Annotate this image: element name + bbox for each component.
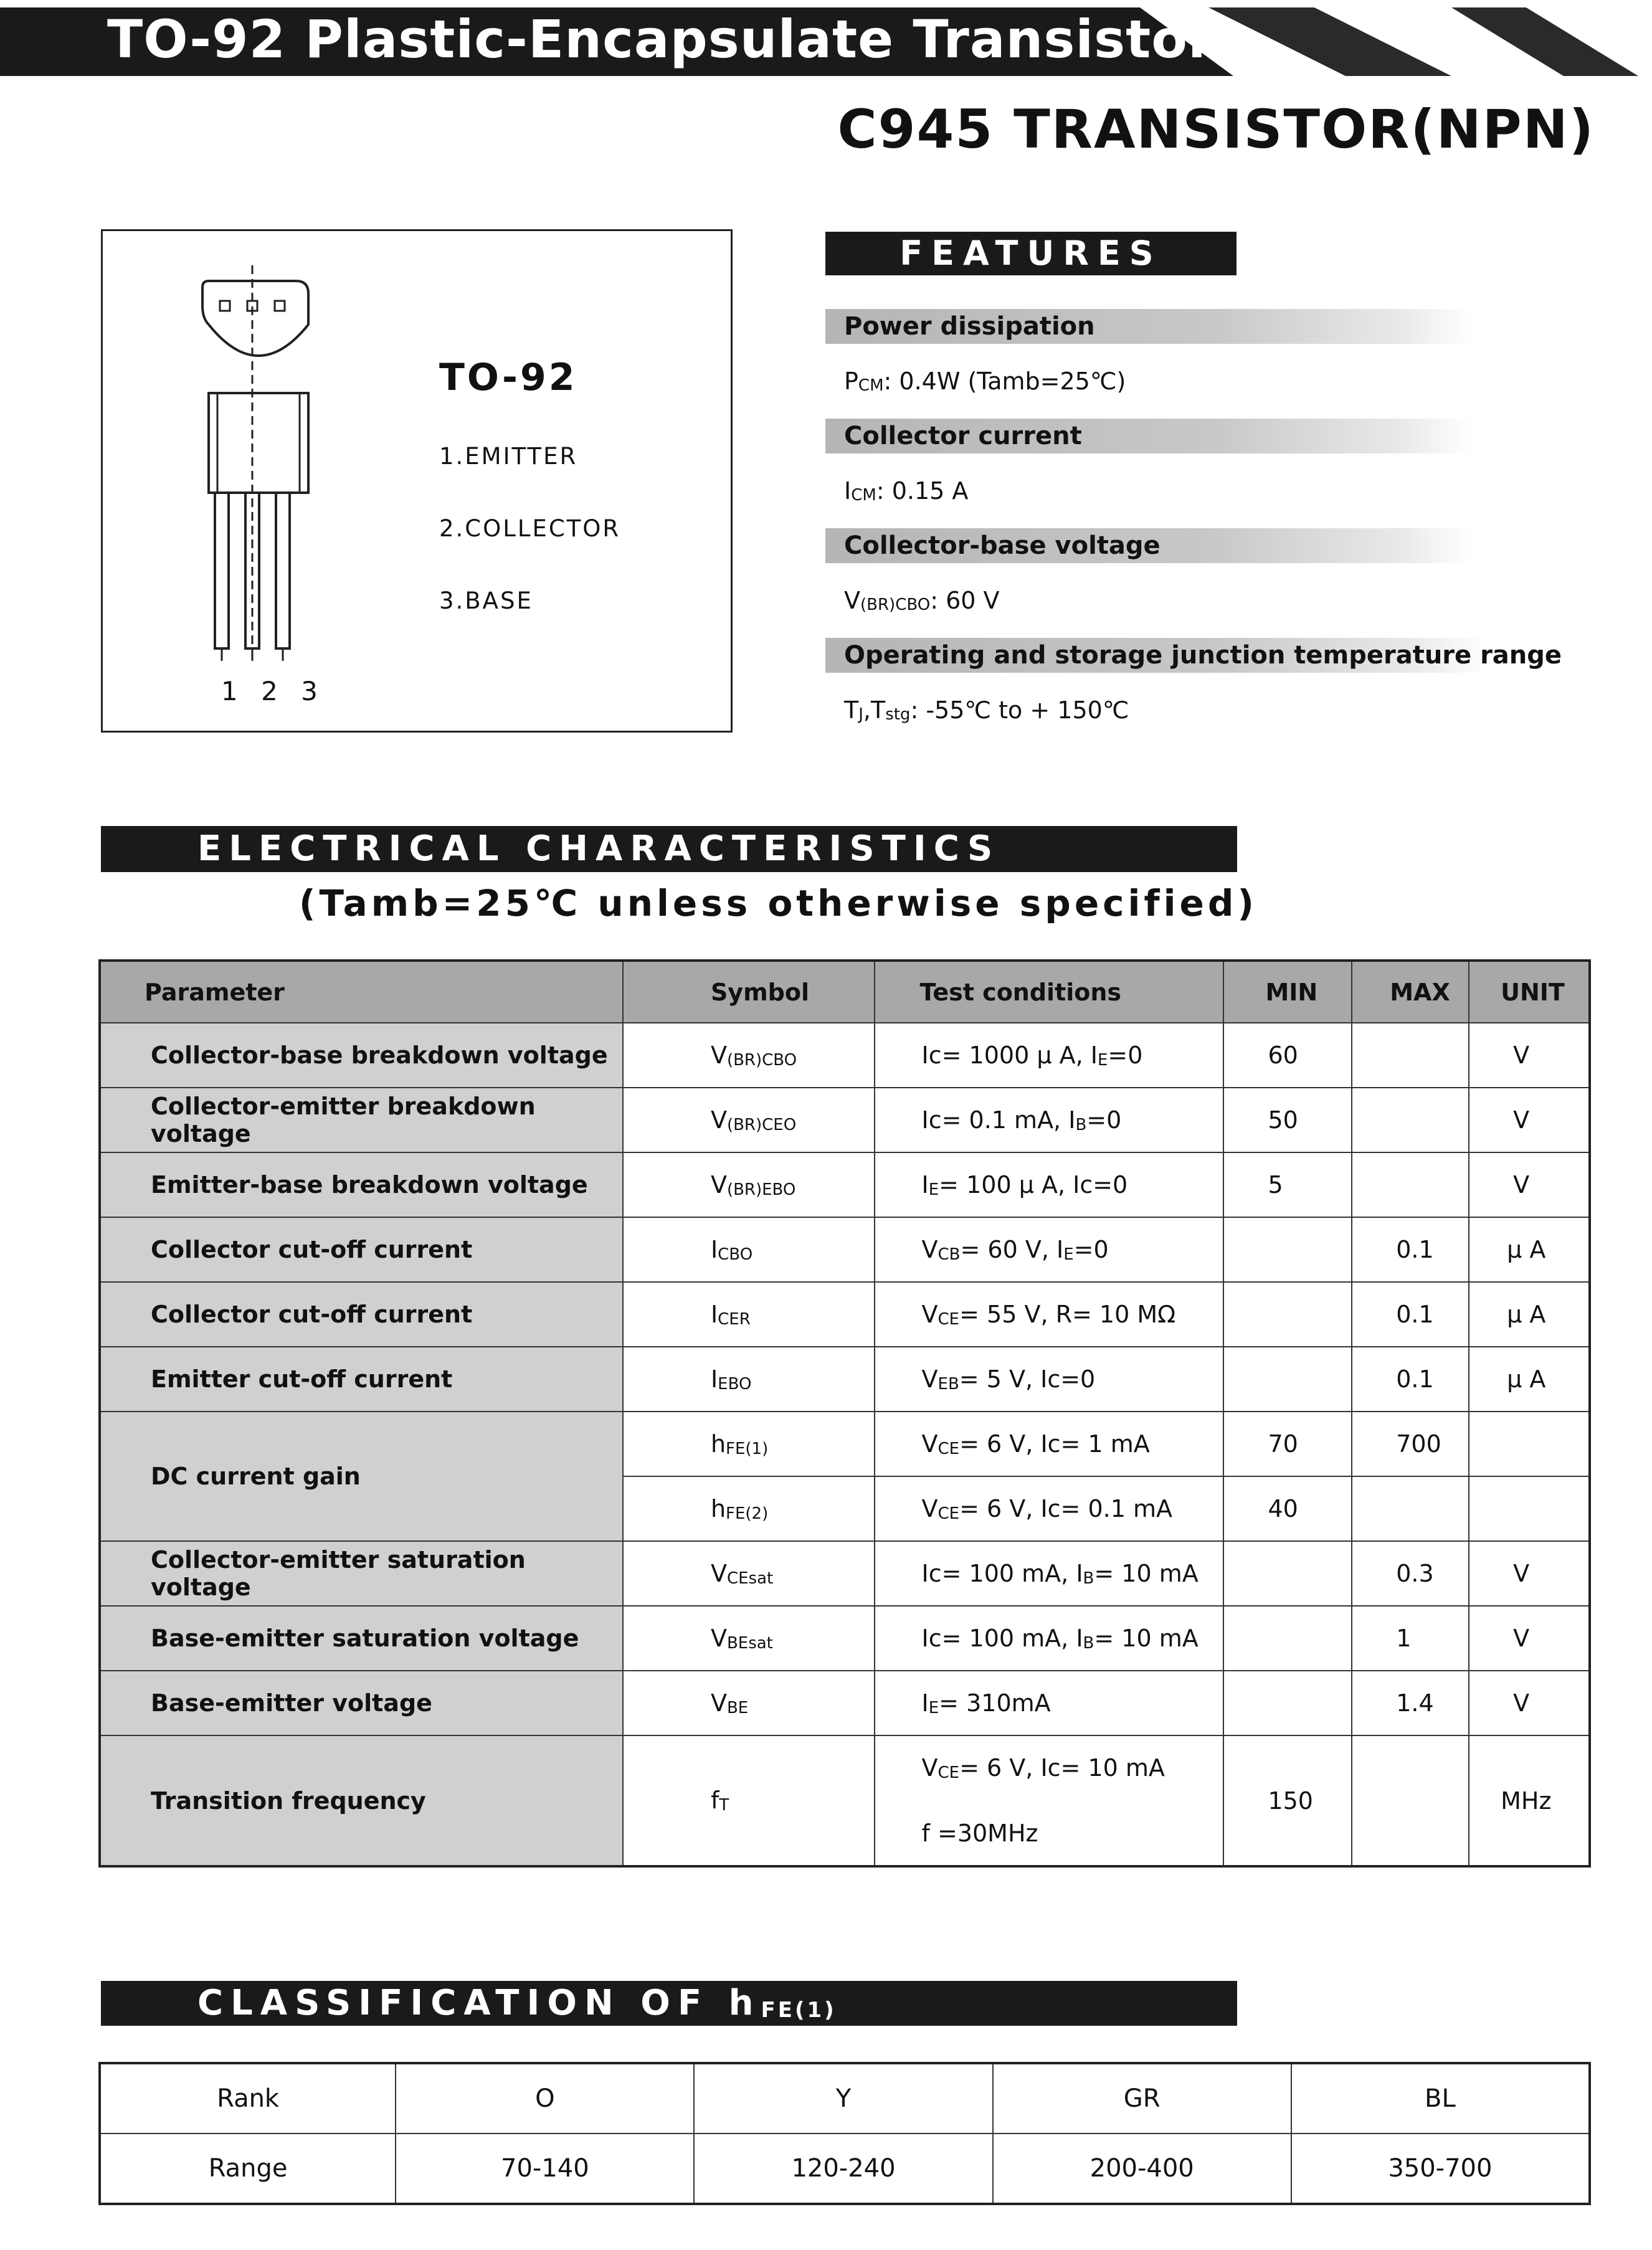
condition-cell: $V_{EB}= 5$ V, Ic=0 [875,1347,1224,1412]
feature-value: $V_{(BR)CBO}$: 60 V [844,587,1000,614]
to92-package-drawing [196,262,321,673]
min-cell [1223,1282,1352,1347]
condition-cell: $V_{CE}= 55$ V, R= 10 MΩ [875,1282,1224,1347]
table-row [100,1735,1590,1866]
param-cell: Base-emitter voltage [100,1671,623,1735]
pin-1-label: 1.EMITTER [439,443,578,470]
param-cell: Collector-emitter breakdown voltage [100,1088,623,1152]
classification-table [98,2062,1591,2205]
rank-cell: GR [993,2063,1291,2134]
feature-value: $I_{CM}$: 0.15 A [844,477,969,505]
rank-row [100,2063,1590,2134]
condition-cell: $V_{CE}= 6$ V, Ic= 0.1 mA [875,1476,1224,1541]
unit-cell: V [1469,1541,1590,1606]
unit-cell: V [1469,1671,1590,1735]
header-stripe [1451,7,1638,76]
symbol-cell: $f_T$ [623,1735,875,1866]
package-name: TO-92 [439,356,577,399]
pin-2-label: 2.COLLECTOR [439,515,621,542]
condition-cell: $I_E= 100$ μ A, Ic=0 [875,1152,1224,1217]
page-title: TO-92 Plastic-Encapsulate Transistors [107,9,1246,70]
max-cell: 700 [1352,1412,1469,1476]
pin-numbers: 1 2 3 [221,676,325,706]
max-cell: 0.1 [1352,1347,1469,1412]
electrical-subtitle: (Tamb=25℃ unless otherwise specified) [299,882,1258,924]
unit-cell: μ A [1469,1347,1590,1412]
max-cell [1352,1152,1469,1217]
unit-cell: μ A [1469,1217,1590,1282]
feature-heading: Power dissipation [825,309,1473,344]
unit-cell: V [1469,1023,1590,1088]
max-cell [1352,1476,1469,1541]
symbol-cell: $V_{CEsat}$ [623,1541,875,1606]
min-cell: 50 [1223,1088,1352,1152]
feature-value: $T_J,T_{stg}$: -55℃ to + 150℃ [844,696,1129,724]
header-max: MAX [1352,961,1469,1023]
features-title: FEATURES [825,232,1237,275]
param-cell: DC current gain [100,1412,623,1541]
min-cell: 40 [1223,1476,1352,1541]
table-row [100,1541,1590,1606]
max-cell [1352,1088,1469,1152]
max-cell: 0.1 [1352,1217,1469,1282]
param-cell: Collector-emitter saturation voltage [100,1541,623,1606]
table-row [100,1023,1590,1088]
rank-label: Rank [100,2063,396,2134]
param-cell: Transition frequency [100,1735,623,1866]
electrical-table [98,959,1591,1868]
header-unit: UNIT [1469,961,1590,1023]
table-row [100,1088,1590,1152]
symbol-cell: $V_{(BR)CBO}$ [623,1023,875,1088]
min-cell: 150 [1223,1735,1352,1866]
min-cell [1223,1541,1352,1606]
table-row [100,1606,1590,1671]
unit-cell: V [1469,1152,1590,1217]
range-row [100,2134,1590,2204]
condition-line-2: f =30MHz [921,1820,1038,1847]
max-cell: 1 [1352,1606,1469,1671]
package-box [101,229,733,733]
max-cell [1352,1023,1469,1088]
feature-heading: Collector current [825,419,1473,453]
table-header-row [100,961,1590,1023]
unit-cell: V [1469,1088,1590,1152]
pin-3-label: 3.BASE [439,587,533,614]
symbol-cell: $h_{FE(1)}$ [623,1412,875,1476]
param-cell: Collector cut-off current [100,1217,623,1282]
condition-cell: $V_{CE}= 6$ V, Ic= 10 mA f =30MHz [875,1735,1224,1866]
unit-cell [1469,1476,1590,1541]
table-row [100,1217,1590,1282]
param-cell: Collector-base breakdown voltage [100,1023,623,1088]
table-row [100,1282,1590,1347]
feature-value: $P_{CM}$: 0.4W (Tamb=25℃) [844,368,1126,395]
header-symbol: Symbol [623,961,875,1023]
condition-cell: Ic= 100 mA, $I_B= 10$ mA [875,1606,1224,1671]
symbol-cell: $I_{CER}$ [623,1282,875,1347]
min-cell [1223,1217,1352,1282]
table-row [100,1152,1590,1217]
range-cell: 350-700 [1291,2134,1590,2204]
unit-cell: μ A [1469,1282,1590,1347]
unit-cell: V [1469,1606,1590,1671]
symbol-cell: $V_{BE}$ [623,1671,875,1735]
param-cell: Base-emitter saturation voltage [100,1606,623,1671]
condition-cell: $V_{CB}= 60$ V, $I_E=0$ [875,1217,1224,1282]
header-test-conditions: Test conditions [875,961,1224,1023]
max-cell: 1.4 [1352,1671,1469,1735]
symbol-cell: $V_{(BR)CEO}$ [623,1088,875,1152]
header-min: MIN [1223,961,1352,1023]
classification-title: CLASSIFICATION OF $h_{FE(1)}$ [101,1981,1237,2026]
symbol-cell: $V_{(BR)EBO}$ [623,1152,875,1217]
rank-cell: O [396,2063,694,2134]
electrical-title: ELECTRICAL CHARACTERISTICS [101,826,1237,872]
condition-cell: Ic= 100 mA, $I_B= 10$ mA [875,1541,1224,1606]
min-cell: 5 [1223,1152,1352,1217]
condition-cell: Ic= 1000 μ A, $I_E=0$ [875,1023,1224,1088]
range-cell: 70-140 [396,2134,694,2204]
param-cell: Collector cut-off current [100,1282,623,1347]
min-cell: 60 [1223,1023,1352,1088]
min-cell [1223,1606,1352,1671]
condition-cell: $V_{CE}= 6$ V, Ic= 1 mA [875,1412,1224,1476]
min-cell [1223,1671,1352,1735]
unit-cell: MHz [1469,1735,1590,1866]
rank-cell: Y [694,2063,992,2134]
unit-cell [1469,1412,1590,1476]
part-title: C945 TRANSISTOR(NPN) [837,98,1595,161]
range-cell: 120-240 [694,2134,992,2204]
condition-cell: Ic= 0.1 mA, $I_B=0$ [875,1088,1224,1152]
range-label: Range [100,2134,396,2204]
param-cell: Emitter-base breakdown voltage [100,1152,623,1217]
feature-heading: Operating and storage junction temperature range [825,638,1486,673]
symbol-cell: $I_{EBO}$ [623,1347,875,1412]
min-cell [1223,1347,1352,1412]
symbol-cell: $h_{FE(2)}$ [623,1476,875,1541]
table-row [100,1347,1590,1412]
symbol-cell: $I_{CBO}$ [623,1217,875,1282]
table-row [100,1412,1590,1476]
range-cell: 200-400 [993,2134,1291,2204]
max-cell: 0.1 [1352,1282,1469,1347]
max-cell [1352,1735,1469,1866]
min-cell: 70 [1223,1412,1352,1476]
condition-cell: $I_E= 310mA$ [875,1671,1224,1735]
header-parameter: Parameter [100,961,623,1023]
param-cell: Emitter cut-off current [100,1347,623,1412]
symbol-cell: $V_{BEsat}$ [623,1606,875,1671]
rank-cell: BL [1291,2063,1590,2134]
max-cell: 0.3 [1352,1541,1469,1606]
feature-heading: Collector-base voltage [825,528,1473,563]
table-row [100,1671,1590,1735]
